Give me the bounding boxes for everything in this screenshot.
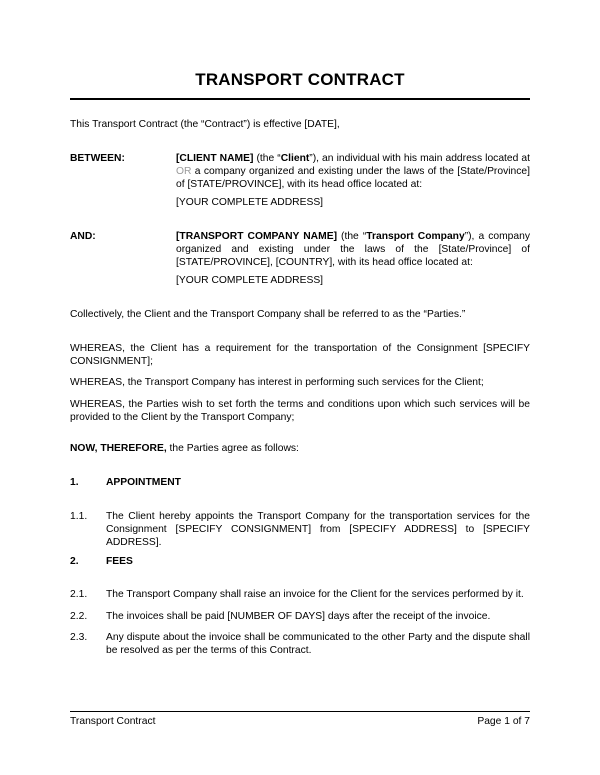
clause-text: Any dispute about the invoice shall be communicated to the other Party and the dispute shall be resolved as per the terms of this Contract. <box>106 632 530 656</box>
section-number: 1. <box>70 477 79 488</box>
section-title: APPOINTMENT <box>106 477 181 488</box>
clause-text: The Transport Company shall raise an invoice for the Client for the services performed by it. <box>106 589 524 600</box>
client-address: [YOUR COMPLETE ADDRESS] <box>176 197 324 208</box>
whereas-2: WHEREAS, the Transport Company has interest in performing such services for the Client; <box>70 377 484 388</box>
now-therefore-bold: NOW, THEREFORE, <box>70 443 167 454</box>
clause-number: 1.1. <box>70 511 88 522</box>
section-title: FEES <box>106 556 133 567</box>
client-text-2: ”), an individual with his main address located at <box>309 153 530 164</box>
document-title: TRANSPORT CONTRACT <box>195 70 405 89</box>
intro-paragraph: This Transport Contract (the “Contract”) is effective [DATE], <box>70 119 340 130</box>
clause-text: The invoices shall be paid [NUMBER OF DAYS] days after the receipt of the invoice. <box>106 611 491 622</box>
clause-number: 2.2. <box>70 611 88 622</box>
footer-page-number: Page 1 of 7 <box>477 716 530 727</box>
section-number: 2. <box>70 556 79 567</box>
or-marker: OR <box>176 166 192 177</box>
title-rule <box>70 98 530 100</box>
company-address: [YOUR COMPLETE ADDRESS] <box>176 275 324 286</box>
now-therefore-rest: the Parties agree as follows: <box>166 443 299 454</box>
whereas-3: WHEREAS, the Parties wish to set forth the terms and conditions upon which such services will be provided to the Client by the Transport Company; <box>70 399 530 423</box>
client-text-1: (the “ <box>253 153 281 164</box>
company-text-1: (the “ <box>337 231 367 242</box>
collectively-paragraph: Collectively, the Client and the Transport Company shall be referred to as the “Parties.” <box>70 309 466 320</box>
client-term: Client <box>280 153 310 164</box>
company-name: [TRANSPORT COMPANY NAME] <box>176 231 337 242</box>
clause-number: 2.1. <box>70 589 88 600</box>
clause-text: The Client hereby appoints the Transport Company for the transportation services for the Consignment [SPECIFY CONSIGNMENT] from [SPECIFY ADDRESS] to [SPECIFY ADDRESS]. <box>106 511 530 548</box>
company-party-text <box>176 230 530 269</box>
now-therefore-paragraph <box>70 442 530 455</box>
between-label: BETWEEN: <box>70 153 125 164</box>
company-term: Transport Company <box>366 231 465 242</box>
clause-number: 2.3. <box>70 632 88 643</box>
whereas-1: WHEREAS, the Client has a requirement for the transportation of the Consignment [SPECIFY CONSIGNMENT]; <box>70 343 530 367</box>
client-party-text <box>176 152 530 191</box>
client-name: [CLIENT NAME] <box>176 153 254 164</box>
company-text-2: ”), a company organized and existing under the laws of the [State/Province] of [STATE/PROVINCE], [COUNTRY], with its head office located at: <box>176 231 530 268</box>
client-text-3: a company organized and existing under the laws of the [State/Province] of [STATE/PROVINCE], with its head office located at: <box>176 166 530 190</box>
and-label: AND: <box>70 231 96 242</box>
footer-document-name: Transport Contract <box>70 716 156 727</box>
footer-rule <box>70 711 530 712</box>
